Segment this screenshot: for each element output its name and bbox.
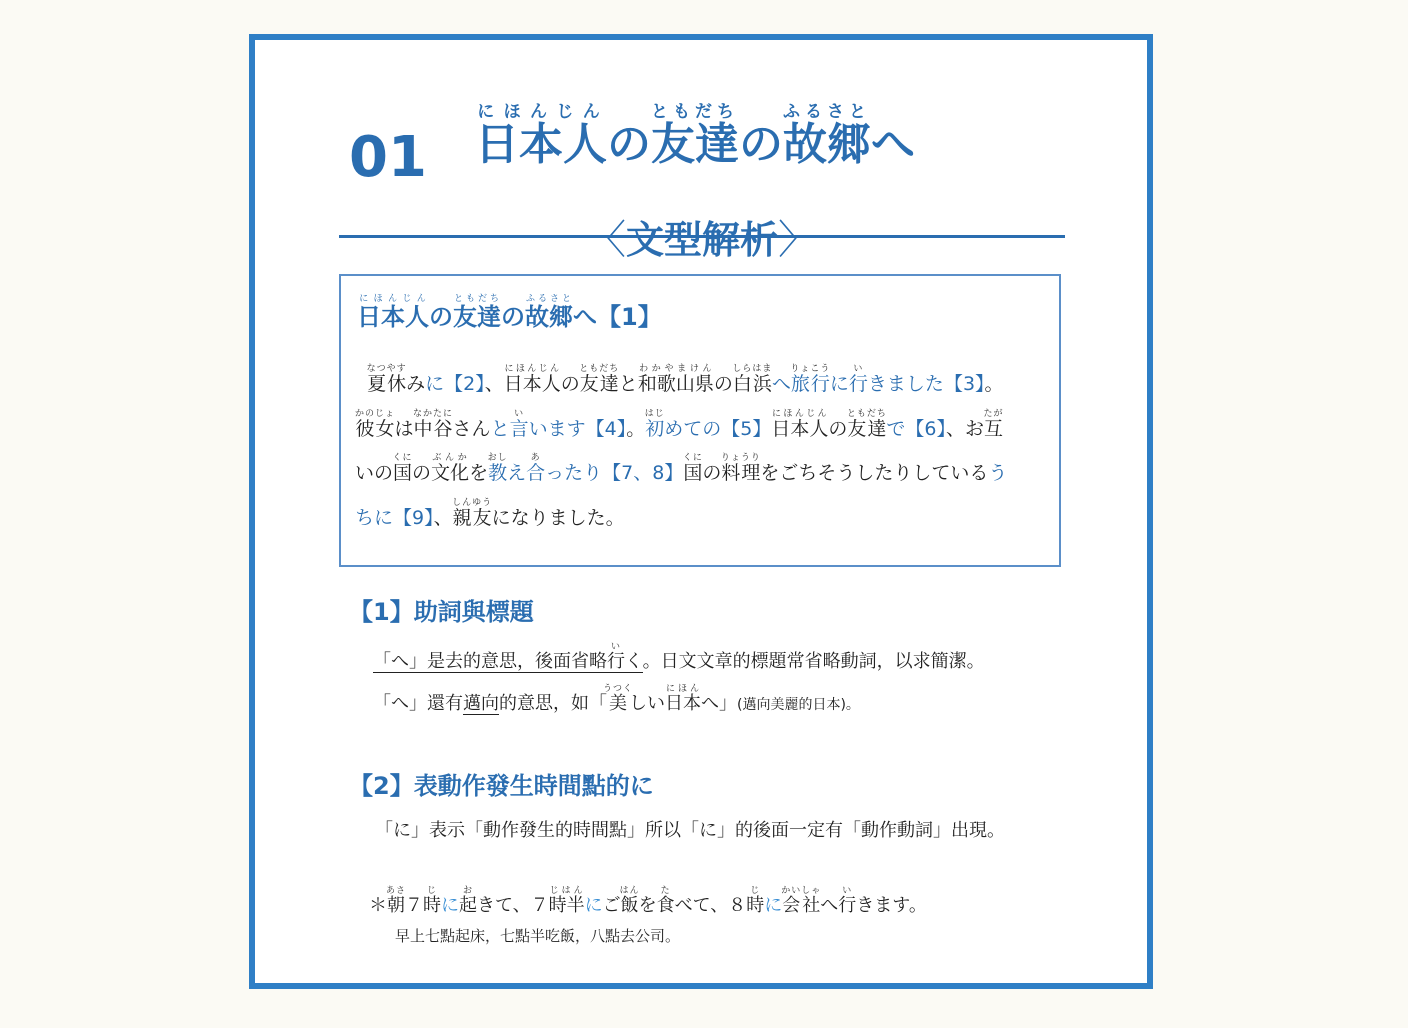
title-ruby-3: 故郷ふるさと <box>783 102 871 170</box>
lesson-number: 01 <box>349 125 427 190</box>
box-line-3: いの国くにの文化ぶんかを教おしえ合あったり【7、8】国くにの料理りょうりをごちそうしたりしているう <box>355 453 1008 484</box>
title-particle: の <box>739 119 783 170</box>
example-box <box>339 274 1061 567</box>
point2-translation: 早上七點起床，七點半吃飯，八點去公司。 <box>395 927 681 945</box>
point2-example: ＊朝あさ７時じに起おきて、７時半じはんにご飯はんを食たべて、８時じに会社かいしゃへ行いきます。 <box>369 886 927 916</box>
title-particle: の <box>607 119 651 170</box>
title-ruby-1: 日本人にほんじん <box>475 102 607 170</box>
point1-heading: 【1】助詞與標題 <box>349 598 534 626</box>
point1-line-2: 「へ」還有邁向的意思，如「美うつくしい日本にほんへ」(邁向美麗的日本)。 <box>373 684 860 714</box>
point2-explanation: 「に」表示「動作發生的時間點」所以「に」的後面一定有「動作動詞」出現。 <box>375 820 1005 841</box>
box-title: 日本人にほんじんの友達ともだちの故郷ふるさとへ【1】 <box>357 294 662 331</box>
section-heading-text: 文型解析 <box>625 218 778 262</box>
bracket-close: 〉 <box>778 217 818 263</box>
box-line-4: ちに【9】、親友しんゆうになりました。 <box>355 497 625 529</box>
section-heading <box>339 208 1065 265</box>
page-frame <box>249 34 1153 989</box>
point2-heading: 【2】表動作發生時間點的に <box>349 772 654 800</box>
lesson-header <box>339 94 1065 194</box>
title-particle: へ <box>871 119 915 170</box>
box-line-2: 彼女かのじょは中谷なかたにさんと言いいます【4】。初はじめての【5】日本人にほんじんの友達ともだちで【6】、お互たが <box>355 408 1004 440</box>
box-line-1: 夏休なつやすみに【2】、日本人にほんじんの友達ともだちと和歌山県わかやまけんの白浜しらはまへ旅行りょこうに行いきました【3】。 <box>366 364 1004 395</box>
title-ruby-2: 友達ともだち <box>651 102 739 170</box>
box-paragraph <box>355 362 1051 540</box>
lesson-title <box>475 102 915 176</box>
point1-line-1: 「へ」是去的意思，後面省略行いく。日文文章的標題常省略動詞，以求簡潔。 <box>373 642 985 672</box>
content-area <box>339 40 1065 983</box>
bracket-open: 〈 <box>585 217 626 263</box>
